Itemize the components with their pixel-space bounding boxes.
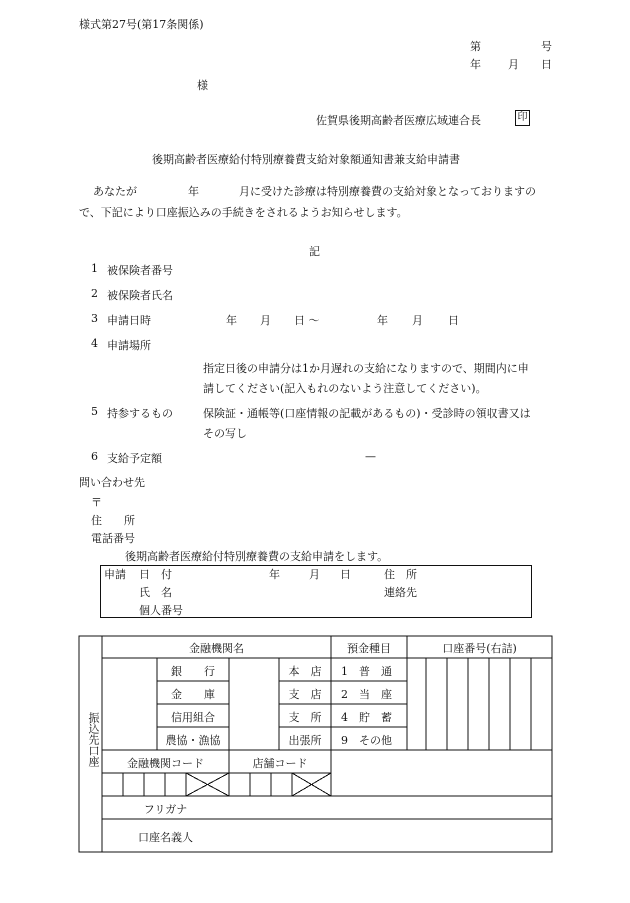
item3-month-start: 月: [260, 314, 271, 327]
item1-label: 被保険者番号: [107, 264, 173, 277]
item3-number: 3: [91, 312, 98, 325]
item5-text-line1: 保険証・通帳等(口座情報の記載があるもの)・受診時の領収書又は: [203, 407, 531, 420]
item2-number: 2: [91, 287, 98, 300]
item3-year-end: 年: [377, 314, 388, 327]
furigana-label: フリガナ: [143, 803, 188, 816]
item3-day-start: 日 〜: [294, 314, 320, 327]
honorific: 様: [197, 79, 208, 92]
item2-label: 被保険者氏名: [107, 289, 173, 302]
item1-number: 1: [91, 262, 98, 275]
applicant-month: 月: [309, 568, 320, 581]
ki-mark: 記: [309, 245, 320, 258]
intro-part-a: あなたが: [93, 185, 137, 198]
account-header: 口座番号(右詰): [442, 642, 517, 655]
deposit-type-current: 2 当 座: [341, 688, 392, 701]
institution-header: 金融機関名: [189, 642, 244, 655]
item4-label: 申請場所: [107, 339, 151, 352]
applicant-name-label: 氏 名: [139, 586, 172, 599]
item6-number: 6: [91, 450, 98, 463]
item3-year-start: 年: [226, 314, 237, 327]
deposit-header: 預金種目: [347, 642, 391, 655]
branch-code-label: 店舗コード: [252, 757, 308, 770]
item6-amount: —: [365, 450, 376, 463]
deposit-type-ordinary: 1 普 通: [341, 665, 392, 678]
issuer: 佐賀県後期高齢者医療広域連合長: [316, 114, 481, 127]
item3-label: 申請日時: [107, 314, 151, 327]
bank-code-label: 金融機関コード: [127, 757, 204, 770]
institution-type-bank: 銀 行: [171, 665, 215, 678]
applicant-personal-number-label: 個人番号: [139, 604, 183, 617]
intro-part-c: 月に受けた診療は特別療養費の支給対象となっておりますの: [239, 185, 536, 198]
inquiry-phone-label: 電話番号: [91, 532, 135, 545]
account-holder-label: 口座名義人: [138, 831, 193, 844]
application-statement: 後期高齢者医療給付特別療養費の支給申請をします。: [125, 550, 389, 563]
deposit-type-savings: 4 貯 蓄: [341, 711, 392, 724]
applicant-year: 年: [269, 568, 280, 581]
branch-type-branch: 支 店: [288, 688, 322, 701]
branch-type-sub: 支 所: [288, 711, 322, 724]
institution-type-credit-union: 信用組合: [171, 711, 215, 724]
item3-month-end: 月: [412, 314, 423, 327]
applicant-date-label: 日 付: [139, 568, 172, 581]
bank-side-label: 振込先口座: [87, 712, 100, 767]
item3-day-end: 日: [448, 314, 459, 327]
inquiry-address-label: 住 所: [91, 514, 135, 527]
item4-note-line2: 請してください(記入もれのないよう注意してください)。: [203, 382, 487, 395]
intro-part-b: 年: [188, 185, 199, 198]
form-number: 様式第27号(第17条関係): [79, 18, 204, 31]
item5-label: 持参するもの: [107, 407, 173, 420]
item6-label: 支給予定額: [107, 452, 162, 465]
number-prefix: 第: [470, 40, 481, 53]
branch-type-head: 本 店: [288, 665, 322, 678]
item4-note-line1: 指定日後の申請分は1か月遅れの支給になりますので、期間内に申: [203, 362, 529, 375]
header-year: 年: [470, 58, 481, 71]
item5-text-line2: その写し: [203, 427, 247, 440]
header-month: 月: [508, 58, 519, 71]
item5-number: 5: [91, 405, 98, 418]
number-suffix: 号: [541, 40, 552, 53]
seal-mark: 印: [515, 110, 530, 126]
branch-type-office: 出張所: [288, 734, 322, 747]
deposit-type-other: 9 その他: [341, 734, 392, 747]
inquiry-postal-mark: 〒: [91, 496, 102, 509]
document-title: 後期高齢者医療給付特別療養費支給対象額通知書兼支給申請書: [152, 153, 460, 166]
applicant-contact-label: 連絡先: [384, 586, 417, 599]
applicant-day: 日: [340, 568, 351, 581]
intro-line2: で、下記により口座振込みの手続きをされるようお知らせします。: [79, 206, 408, 219]
institution-type-ja: 農協・漁協: [165, 734, 221, 747]
applicant-shinsei-label: 申請: [104, 568, 126, 581]
item4-number: 4: [91, 337, 98, 350]
applicant-address-label: 住 所: [384, 568, 417, 581]
inquiry-title: 問い合わせ先: [79, 476, 145, 489]
institution-type-shinkin: 金 庫: [171, 688, 215, 701]
header-day: 日: [541, 58, 552, 71]
